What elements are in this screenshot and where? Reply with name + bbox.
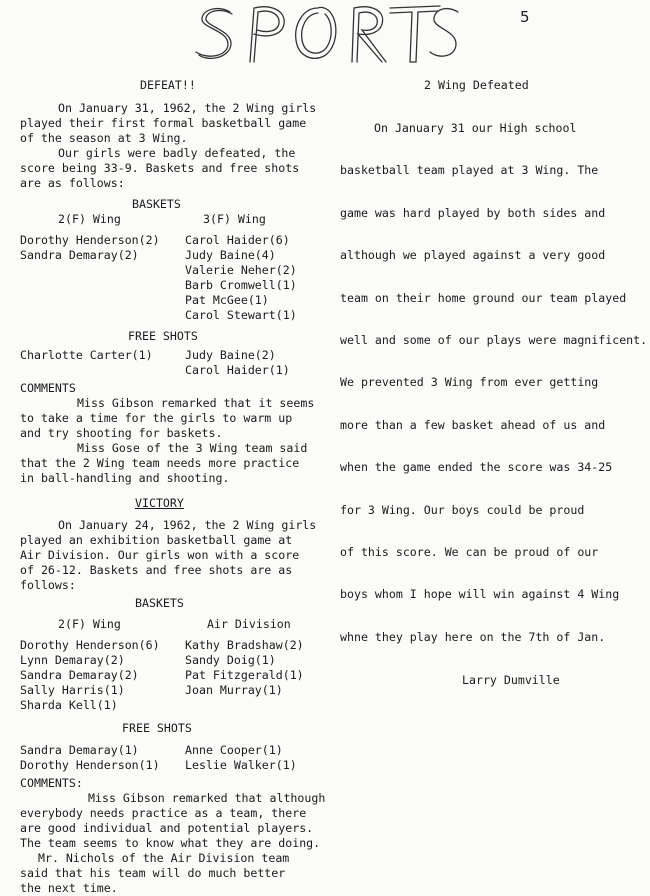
defeat-comments-label: COMMENTS — [20, 381, 76, 395]
text-line: On January 31, 1962, the 2 Wing girls — [58, 101, 317, 115]
victory-free-table — [20, 743, 332, 773]
victory-baskets-label: BASKETS — [135, 596, 184, 610]
article-line: of this score. We can be proud of our — [340, 544, 599, 559]
player-entry: Dorothy Henderson(6) — [20, 638, 160, 652]
victory-intro — [20, 518, 332, 593]
text-line: of 26-12. Baskets and free shots are as — [20, 563, 293, 577]
victory-team-a: 2(F) Wing — [58, 617, 121, 631]
text-line: Miss Gose of the 3 Wing team said — [77, 441, 308, 455]
defeat-comment-2 — [20, 441, 332, 486]
player-entry: Leslie Walker(1) — [185, 758, 297, 772]
text-line: The team seems to know what they are doing. — [20, 836, 321, 850]
text-line: On January 24, 1962, the 2 Wing girls — [58, 518, 317, 532]
player-entry: Barb Cromwell(1) — [185, 278, 297, 292]
text-line: Mr. Nichols of the Air Division team — [38, 851, 290, 865]
player-entry: Charlotte Carter(1) — [20, 348, 153, 362]
article-line: when the game ended the score was 34-25 — [340, 460, 613, 475]
article-line: team on their home ground our team played — [340, 290, 627, 305]
victory-team-b: Air Division — [207, 617, 291, 631]
left-column — [20, 78, 332, 896]
player-entry: Anne Cooper(1) — [185, 743, 283, 757]
player-entry: Carol Haider(1) — [185, 363, 290, 377]
defeat-team-b: 3(F) Wing — [203, 212, 266, 226]
player-entry: Judy Baine(2) — [185, 348, 276, 362]
text-line: Our girls were badly defeated, the — [58, 146, 296, 160]
masthead-hand-lettering — [190, 0, 460, 70]
player-entry: Dorothy Henderson(1) — [20, 758, 160, 772]
text-line: said that his team will do much better — [20, 866, 286, 880]
victory-headline: VICTORY — [135, 496, 184, 510]
right-column — [340, 78, 650, 688]
right-article-body — [340, 121, 650, 672]
player-entry: Judy Baine(4) — [185, 248, 276, 262]
text-line: in ball-handling and shooting. — [20, 471, 230, 485]
defeat-baskets-list-a — [20, 233, 185, 323]
defeat-result — [20, 146, 332, 191]
article-line: boys whom I hope will win against 4 Wing — [340, 587, 620, 602]
text-line: Miss Gibson remarked that although — [88, 791, 326, 805]
player-entry: Carol Haider(6) — [185, 233, 290, 247]
player-entry: Lynn Demaray(2) — [20, 653, 125, 667]
victory-comment-2 — [20, 851, 332, 896]
text-line: played an exhibition basketball game at — [20, 533, 293, 547]
defeat-comment-1 — [20, 396, 332, 441]
defeat-baskets-table — [20, 233, 332, 323]
player-entry: Pat Fitzgerald(1) — [185, 668, 304, 682]
player-entry: Kathy Bradshaw(2) — [185, 638, 304, 652]
text-line: follows: — [20, 578, 76, 592]
victory-comments-label: COMMENTS: — [20, 776, 83, 790]
defeat-headline: DEFEAT!! — [140, 78, 196, 92]
article-line: more than a few basket ahead of us and — [340, 417, 606, 432]
player-entry: Sandy Doig(1) — [185, 653, 276, 667]
player-entry: Pat McGee(1) — [185, 293, 269, 307]
defeat-free-table — [20, 348, 332, 378]
page-number: 5 — [520, 8, 530, 26]
text-line: Miss Gibson remarked that it seems — [77, 396, 315, 410]
text-line: Air Division. Our girls won with a score — [20, 548, 300, 562]
text-line: to take a time for the girls to warm up — [20, 411, 293, 425]
player-entry: Sally Harris(1) — [20, 683, 125, 697]
text-line: are as follows: — [20, 176, 125, 190]
article-line: although we played against a very good — [340, 248, 606, 263]
victory-baskets-list-a — [20, 638, 185, 713]
defeat-free-list-b — [185, 348, 330, 378]
text-line: score being 33-9. Baskets and free shots — [20, 161, 300, 175]
player-entry: Valerie Neher(2) — [185, 263, 297, 277]
article-line: We prevented 3 Wing from ever getting — [340, 375, 599, 390]
victory-baskets-list-b — [185, 638, 330, 713]
defeat-free-list-a — [20, 348, 185, 378]
article-line: for 3 Wing. Our boys could be proud — [340, 502, 585, 517]
defeat-baskets-label: BASKETS — [132, 197, 181, 211]
text-line: and try shooting for baskets. — [20, 426, 223, 440]
text-line: of the season at 3 Wing. — [20, 131, 188, 145]
right-headline: 2 Wing Defeated — [424, 78, 529, 92]
defeat-free-label: FREE SHOTS — [128, 329, 198, 343]
victory-free-label: FREE SHOTS — [122, 721, 192, 735]
article-line: basketball team played at 3 Wing. The — [340, 163, 599, 178]
article-line: whne they play here on the 7th of Jan. — [340, 629, 606, 644]
player-entry: Carol Stewart(1) — [185, 308, 297, 322]
text-line: that the 2 Wing team needs more practice — [20, 456, 300, 470]
defeat-intro — [20, 101, 332, 146]
text-line: played their first formal basketball game — [20, 116, 307, 130]
right-author: Larry Dumville — [462, 673, 560, 688]
text-line: everybody needs practice as a team, there — [20, 806, 307, 820]
article-line: On January 31 our High school — [374, 121, 577, 135]
article-line: well and some of our plays were magnificent. — [340, 332, 648, 347]
victory-baskets-table — [20, 638, 332, 713]
victory-free-list-a — [20, 743, 185, 773]
player-entry: Sharda Kell(1) — [20, 698, 118, 712]
victory-free-list-b — [185, 743, 330, 773]
article-line: game was hard played by both sides and — [340, 205, 606, 220]
defeat-team-a: 2(F) Wing — [58, 212, 121, 226]
player-entry: Dorothy Henderson(2) — [20, 233, 160, 247]
player-entry: Sandra Demaray(2) — [20, 248, 139, 262]
text-line: the next time. — [20, 881, 118, 895]
defeat-baskets-list-b — [185, 233, 330, 323]
text-line: are good individual and potential players. — [20, 821, 314, 835]
player-entry: Joan Murray(1) — [185, 683, 283, 697]
player-entry: Sandra Demaray(2) — [20, 668, 139, 682]
victory-comment-1 — [20, 791, 332, 851]
masthead — [190, 0, 460, 70]
player-entry: Sandra Demaray(1) — [20, 743, 139, 757]
